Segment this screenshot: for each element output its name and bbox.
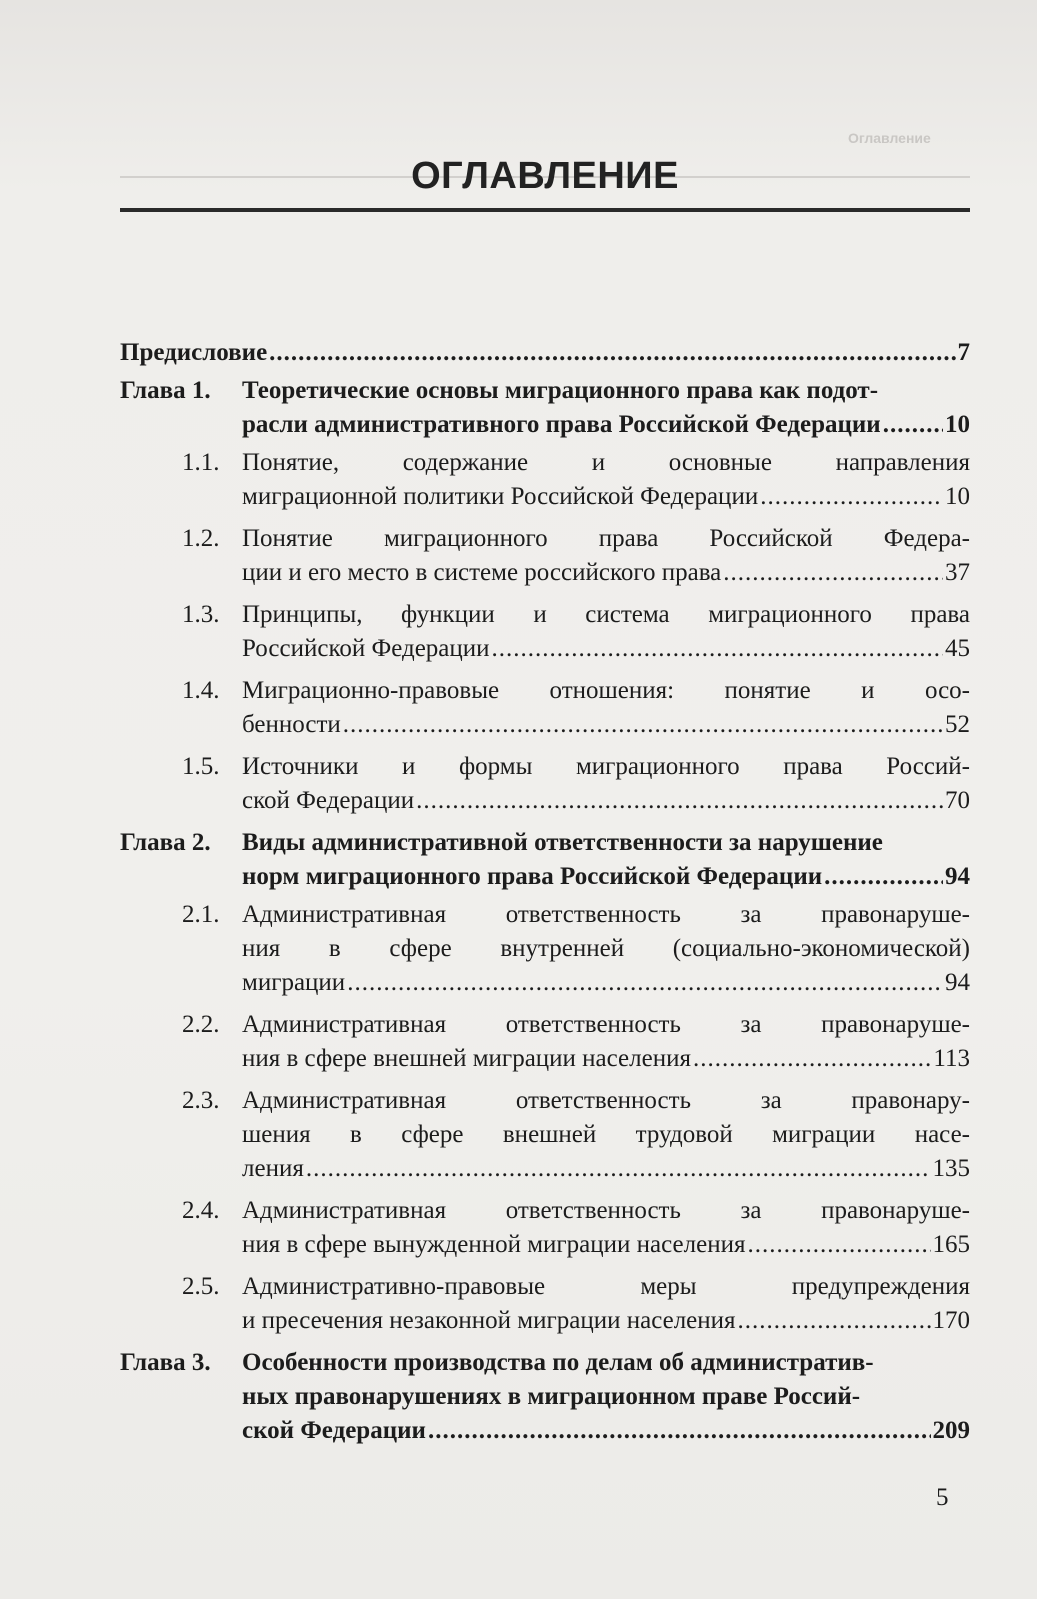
toc-entry-title-line: Административная ответственность за правонару- (242, 1087, 970, 1114)
section-number: 2.4. (182, 1197, 220, 1224)
toc-page-number: 10 (945, 483, 970, 510)
toc-entry-title-line: и пресечения незаконной миграции населения (242, 1307, 736, 1334)
toc-page-number: 94 (945, 863, 970, 890)
toc-entry-title-line: Особенности производства по делам об административ- (242, 1349, 874, 1376)
toc-entry-title-line: бенности (242, 711, 341, 738)
dot-leader (269, 336, 955, 370)
toc-entry-chapter-1 (120, 374, 970, 442)
dot-leader (428, 1414, 931, 1448)
toc-entry-title-line: миграционной политики Российской Федерации (242, 483, 759, 510)
section-number: 1.4. (182, 677, 220, 704)
toc-entry-preface (120, 336, 970, 370)
toc-entry-title-line: Источники и формы миграционного права Россий- (242, 753, 970, 780)
toc-entry-section-2-3 (120, 1084, 970, 1186)
dot-leader (747, 1228, 930, 1262)
toc-entry-section-1-3 (120, 598, 970, 666)
toc-entry-section-1-4 (120, 674, 970, 742)
toc-entry-title-line: Принципы, функции и система миграционного права (242, 601, 970, 628)
dot-leader (306, 1152, 931, 1186)
toc-entry-title-line: расли административного права Российской Федерации (242, 411, 881, 438)
dot-leader (723, 556, 943, 590)
dot-leader (738, 1304, 931, 1338)
toc-page-number: 209 (932, 1417, 970, 1444)
dot-leader (416, 784, 943, 818)
toc-entry-title-line: Административно-правовые меры предупреждения (242, 1273, 970, 1300)
dot-leader (760, 480, 943, 514)
toc-entry-chapter-3 (120, 1346, 970, 1448)
toc-entry-title-line: ления (242, 1155, 304, 1182)
dot-leader (492, 632, 943, 666)
toc-entry-title-line: ния в сфере вынужденной миграции населения (242, 1231, 746, 1258)
page-title: ОГЛАВЛЕНИЕ (411, 155, 679, 197)
dot-leader (343, 708, 943, 742)
toc-entry-title-line: ции и его место в системе российского права (242, 559, 722, 586)
chapter-number: Глава 1. (120, 377, 211, 404)
toc-entry-chapter-2 (120, 826, 970, 894)
show-through-running-header: Оглавление (848, 130, 931, 146)
toc-page-number: 10 (945, 411, 970, 438)
dot-leader (883, 408, 943, 442)
section-number: 1.3. (182, 601, 220, 628)
toc-page-number: 37 (945, 559, 970, 586)
toc-entry-title-line: Административная ответственность за правонаруше- (242, 1011, 970, 1038)
toc-entry-title-line: Российской Федерации (242, 635, 490, 662)
toc-page-number: 135 (932, 1155, 970, 1182)
dot-leader (824, 860, 943, 894)
toc-entry-title-line: Административная ответственность за правонаруше- (242, 1197, 970, 1224)
toc-entry-title-line: шения в сфере внешней трудовой миграции насе- (242, 1121, 970, 1148)
toc-entry-title-line: Понятие, содержание и основные направления (242, 449, 970, 476)
title-rule (120, 208, 970, 212)
dot-leader (347, 966, 943, 1000)
toc-entry-title-line: Понятие миграционного права Российской Федера- (242, 525, 970, 552)
toc-page-number: 94 (945, 969, 970, 996)
toc-entry-section-2-2 (120, 1008, 970, 1076)
section-number: 2.3. (182, 1087, 220, 1114)
toc-entry-title-line: Административная ответственность за правонаруше- (242, 901, 970, 928)
toc-entry-section-1-2 (120, 522, 970, 590)
section-number: 2.1. (182, 901, 220, 928)
toc-entry-title-line: ской Федерации (242, 1417, 426, 1444)
page-number: 5 (936, 1484, 949, 1511)
toc-page-number: 52 (945, 711, 970, 738)
toc-entry-title-line: ния в сфере внешней миграции населения (242, 1045, 691, 1072)
toc-page-number: 170 (932, 1307, 970, 1334)
toc-entry-title-line: норм миграционного права Российской Федерации (242, 863, 823, 890)
toc-page-number: 165 (932, 1231, 970, 1258)
toc-entry-title: Предисловие (120, 339, 268, 366)
toc-page-number: 113 (933, 1045, 970, 1072)
toc-entry-title-line: миграции (242, 969, 346, 996)
toc-entry-title-line: ния в сфере внутренней (социально-экономической) (242, 935, 970, 962)
dot-leader (693, 1042, 931, 1076)
chapter-number: Глава 3. (120, 1349, 211, 1376)
toc-page-number: 45 (945, 635, 970, 662)
toc-entry-title-line: ных правонарушениях в миграционном праве Россий- (242, 1383, 861, 1410)
toc-page-number: 7 (957, 339, 970, 366)
toc-entry-title-line: Миграционно-правовые отношения: понятие и осо- (242, 677, 970, 704)
toc-entry-section-2-4 (120, 1194, 970, 1262)
section-number: 2.5. (182, 1273, 220, 1300)
chapter-number: Глава 2. (120, 829, 211, 856)
toc-entry-section-1-5 (120, 750, 970, 818)
section-number: 2.2. (182, 1011, 220, 1038)
section-number: 1.1. (182, 449, 220, 476)
toc-entry-section-2-5 (120, 1270, 970, 1338)
toc-entry-section-1-1 (120, 446, 970, 514)
toc-entry-title-line: Виды административной ответственности за нарушение (242, 829, 883, 856)
section-number: 1.2. (182, 525, 220, 552)
toc-entry-section-2-1 (120, 898, 970, 1000)
toc-entry-title-line: ской Федерации (242, 787, 415, 814)
section-number: 1.5. (182, 753, 220, 780)
table-of-contents (120, 336, 970, 1452)
toc-page-number: 70 (945, 787, 970, 814)
toc-entry-title-line: Теоретические основы миграционного права как подот- (242, 377, 879, 404)
